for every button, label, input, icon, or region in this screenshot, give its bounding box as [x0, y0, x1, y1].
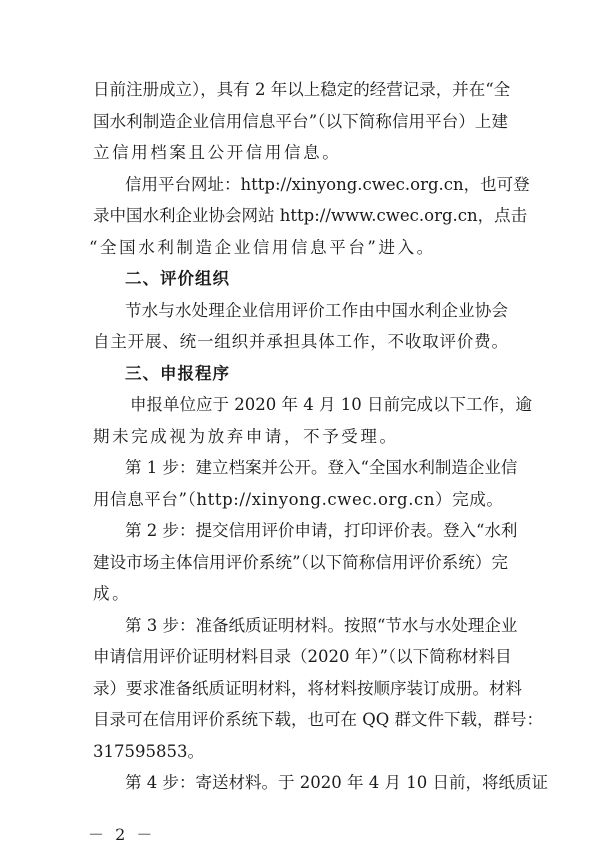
text-line: 录中国水利企业协会网站 http://www.cwec.org.cn，点击 [93, 206, 528, 225]
text-line: 信用平台网址：http://xinyong.cwec.org.cn，也可登 [125, 174, 530, 194]
section-heading: 二、评价组织 [125, 269, 230, 288]
page-number: － 2 － [88, 825, 156, 844]
text-line: 目录可在信用评价系统下载，也可在 QQ 群文件下载，群号： [93, 710, 544, 729]
text-line: 第 3 步：准备纸质证明材料。按照“节水与水处理企业 [125, 615, 518, 635]
text-line: 第 1 步：建立档案并公开。登入“全国水利制造企业信 [125, 458, 518, 477]
text-line: 第 2 步：提交信用评价申请，打印评价表。登入“水利 [125, 521, 518, 540]
text-line: 节水与水处理企业信用评价工作由中国水利企业协会 [125, 300, 508, 320]
text-line: 日前注册成立），具有 2 年以上稳定的经营记录，并在“全 [93, 80, 511, 99]
text-line: 录）要求准备纸质证明材料，将材料按顺序装订成册。材料 [93, 678, 522, 698]
text-line: 申请信用评价证明材料目录（2020 年）”（以下简称材料目 [93, 647, 512, 666]
text-line: 自主开展、统一组织并承担具体工作，不收取评价费。 [93, 332, 508, 351]
text-line: “全国水利制造企业信用信息平台”进入。 [89, 237, 436, 257]
text-line: 建设市场主体信用评价系统”（以下简称信用评价系统）完 [93, 552, 508, 572]
text-line: 第 4 步：寄送材料。于 2020 年 4 月 10 日前，将纸质证 [125, 773, 548, 792]
text-line: 成。 [93, 584, 132, 603]
text-line: 317595853。 [93, 741, 204, 761]
section-heading: 三、申报程序 [125, 363, 230, 383]
text-line: 期未完成视为放弃申请，不予受理。 [93, 426, 399, 446]
text-line: 国水利制造企业信用信息平台”（以下简称信用平台）上建 [93, 111, 508, 131]
text-line: 用信息平台”（http://xinyong.cwec.org.cn）完成。 [93, 489, 504, 509]
text-line: 申报单位应于 2020 年 4 月 10 日前完成以下工作，逾 [130, 395, 532, 414]
text-line: 立信用档案且公开信用信息。 [93, 143, 342, 162]
